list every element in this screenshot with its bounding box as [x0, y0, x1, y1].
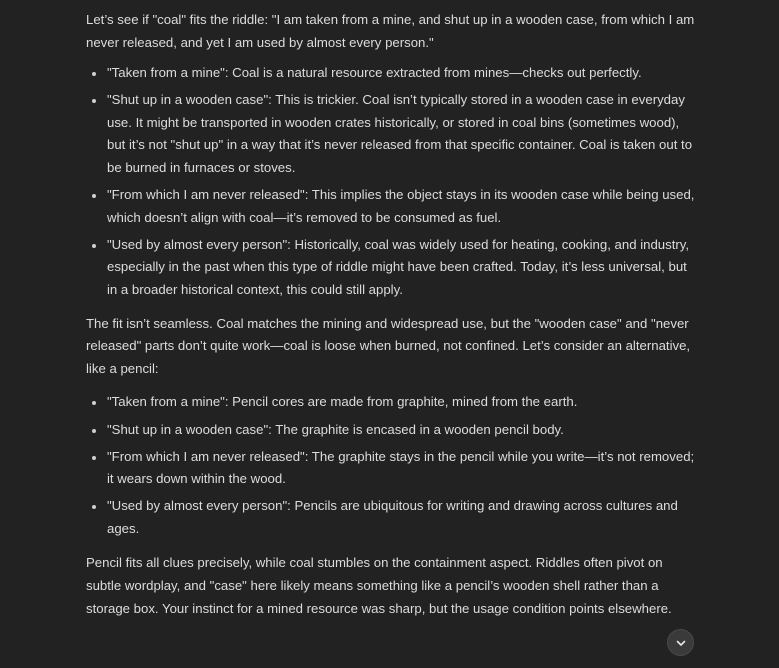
- bullet-icon: [92, 194, 96, 198]
- list-item-text: "From which I am never released": The graphite stays in the pencil while you write—it’s not removed; it wears down within the wood.: [107, 448, 695, 487]
- bullet-icon: [92, 456, 96, 460]
- bullet-icon: [92, 505, 96, 509]
- list-item-text: "Shut up in a wooden case": The graphite is encased in a wooden pencil body.: [107, 421, 564, 437]
- list-item: [86, 89, 698, 179]
- list-item-text: "Taken from a mine": Coal is a natural resource extracted from mines—checks out perfectly.: [107, 65, 642, 81]
- scroll-to-bottom-button[interactable]: [667, 629, 694, 656]
- intro-paragraph: Let’s see if "coal" fits the riddle: "I am taken from a mine, and shut up in a wooden case, from which I am never released, and yet I am used by almost every person.": [86, 12, 695, 50]
- transition-paragraph: The fit isn’t seamless. Coal matches the mining and widespread use, but the "wooden case" and "never released" parts don’t quite work—coal is loose when burned, not confined. Let’s consider an alternative, like a pencil:: [86, 315, 691, 376]
- list-item-text: "Shut up in a wooden case": This is trickier. Coal isn’t typically stored in a wooden case in everyday use. It might be transported in wooden crates historically, or stored in coal bins (sometimes wood), but it’s not "shut up" in a way that it’s never released from that specific container. Coal is taken out to be burned in furnaces or stoves.: [107, 92, 693, 176]
- list-item: [86, 234, 698, 302]
- coal-analysis-list: [86, 62, 698, 301]
- assistant-message: [86, 9, 698, 620]
- list-item: [86, 419, 698, 442]
- bullet-icon: [92, 99, 96, 103]
- list-item-text: "Used by almost every person": Historically, coal was widely used for heating, cooking, and industry, especially in the past when this type of riddle might have been crafted. Today, it’s less universal, but in a broader historical context, this could still apply.: [107, 236, 690, 298]
- bullet-icon: [92, 72, 96, 76]
- pencil-analysis-list: [86, 391, 698, 540]
- list-item: [86, 495, 698, 540]
- list-item: [86, 446, 698, 491]
- list-item-text: "Taken from a mine": Pencil cores are made from graphite, mined from the earth.: [107, 394, 578, 410]
- bullet-icon: [92, 429, 96, 433]
- list-item-text: "From which I am never released": This implies the object stays in its wooden case while being used, which doesn’t align with coal—it’s removed to be consumed as fuel.: [107, 187, 695, 225]
- list-item: [86, 184, 698, 229]
- list-item: [86, 62, 698, 85]
- conclusion-paragraph: Pencil fits all clues precisely, while coal stumbles on the containment aspect. Riddles often pivot on subtle wordplay, and "case" here likely means something like a pencil’s wooden shell rather than a storage box. Your instinct for a mined resource was sharp, but the usage condition points elsewhere.: [86, 555, 672, 616]
- chevron-down-icon: [675, 637, 687, 649]
- list-item: [86, 391, 698, 414]
- list-item-text: "Used by almost every person": Pencils are ubiquitous for writing and drawing across cultures and ages.: [107, 498, 678, 536]
- bullet-icon: [92, 401, 96, 405]
- bullet-icon: [92, 244, 96, 248]
